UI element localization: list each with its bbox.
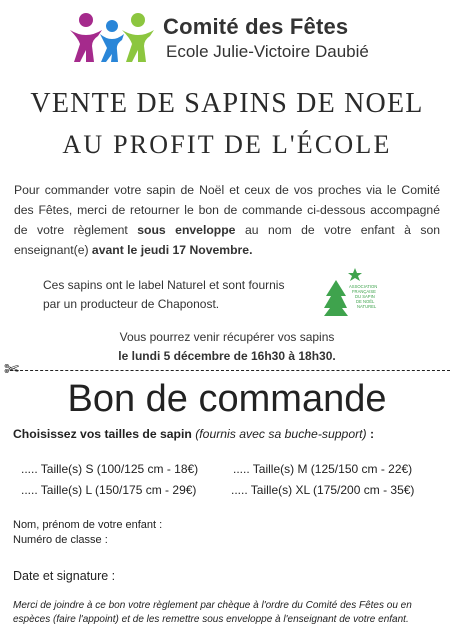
pickup-info bbox=[0, 328, 454, 366]
payment-note: Merci de joindre à ce bon votre règlement par chèque à l'ordre du Comité des Fêtes ou en espèces (faire l'appoint) et de les remettre sous enveloppe à l'enseignant de votre enfant. bbox=[13, 600, 412, 625]
intro-text-2: au nom de votre enfant à son enseignant(e) bbox=[14, 223, 440, 257]
class-number-field[interactable]: Numéro de classe : bbox=[13, 534, 108, 546]
pickup-line2: le lundi 5 décembre de 16h30 à 18h30. bbox=[118, 349, 336, 363]
size-instructions-bold: Choisissez vos tailles de sapin bbox=[13, 427, 192, 441]
size-instructions bbox=[13, 427, 374, 441]
committee-logo bbox=[66, 10, 162, 64]
sapin-naturel-logo bbox=[322, 266, 388, 316]
asso-logo-text-4: DE NOËL bbox=[356, 299, 375, 304]
size-option-m[interactable]: ..... Taille(s) M (125/150 cm - 22€) bbox=[233, 462, 413, 476]
asso-logo-text-2: FRANÇAISE bbox=[352, 289, 376, 294]
child-name-field[interactable]: Nom, prénom de votre enfant : bbox=[13, 519, 163, 531]
label-info-line1: Ces sapins ont le label Naturel et sont fournis bbox=[43, 278, 285, 292]
size-instructions-italic: (fournis avec sa buche-support) bbox=[195, 427, 367, 441]
asso-logo-text-1: ASSOCIATION bbox=[349, 284, 378, 289]
org-name: Comité des Fêtes bbox=[163, 14, 349, 39]
figure-blue bbox=[100, 20, 124, 62]
page-title: VENTE DE SAPINS DE NOEL bbox=[30, 88, 424, 119]
size-option-l[interactable]: ..... Taille(s) L (150/175 cm - 29€) bbox=[21, 483, 197, 497]
intro-bold-2: avant le jeudi 17 Novembre. bbox=[91, 243, 253, 257]
asso-logo-text-5: NATUREL bbox=[357, 304, 377, 309]
form-title: Bon de commande bbox=[67, 378, 387, 420]
size-option-xl[interactable]: ..... Taille(s) XL (175/200 cm - 35€) bbox=[231, 483, 415, 497]
size-instructions-colon: : bbox=[366, 427, 375, 441]
figure-purple bbox=[70, 13, 102, 62]
intro-paragraph bbox=[14, 180, 440, 260]
scissors-icon: ✄ bbox=[4, 359, 20, 379]
label-info-line2: par un producteur de Chaponost. bbox=[43, 297, 220, 311]
org-subtitle: Ecole Julie-Victoire Daubié bbox=[166, 42, 369, 61]
intro-bold-1: sous enveloppe bbox=[137, 223, 236, 237]
asso-logo-text-3: DU SAPIN bbox=[355, 294, 375, 299]
figure-green bbox=[122, 13, 154, 62]
pickup-line1: Vous pourrez venir récupérer vos sapins bbox=[119, 330, 335, 344]
intro-text-1: Pour commander votre sapin de Noël et ceux de vos proches via le Comité des Fêtes, merci de retourner le bon de commande ci-dessous accompagné de votre règlement bbox=[14, 183, 440, 237]
cut-line bbox=[10, 370, 450, 371]
size-option-s[interactable]: ..... Taille(s) S (100/125 cm - 18€) bbox=[21, 462, 199, 476]
date-signature-field[interactable]: Date et signature : bbox=[13, 569, 116, 583]
label-info bbox=[43, 276, 333, 314]
page-subtitle: AU PROFIT DE L'ÉCOLE bbox=[62, 130, 392, 159]
